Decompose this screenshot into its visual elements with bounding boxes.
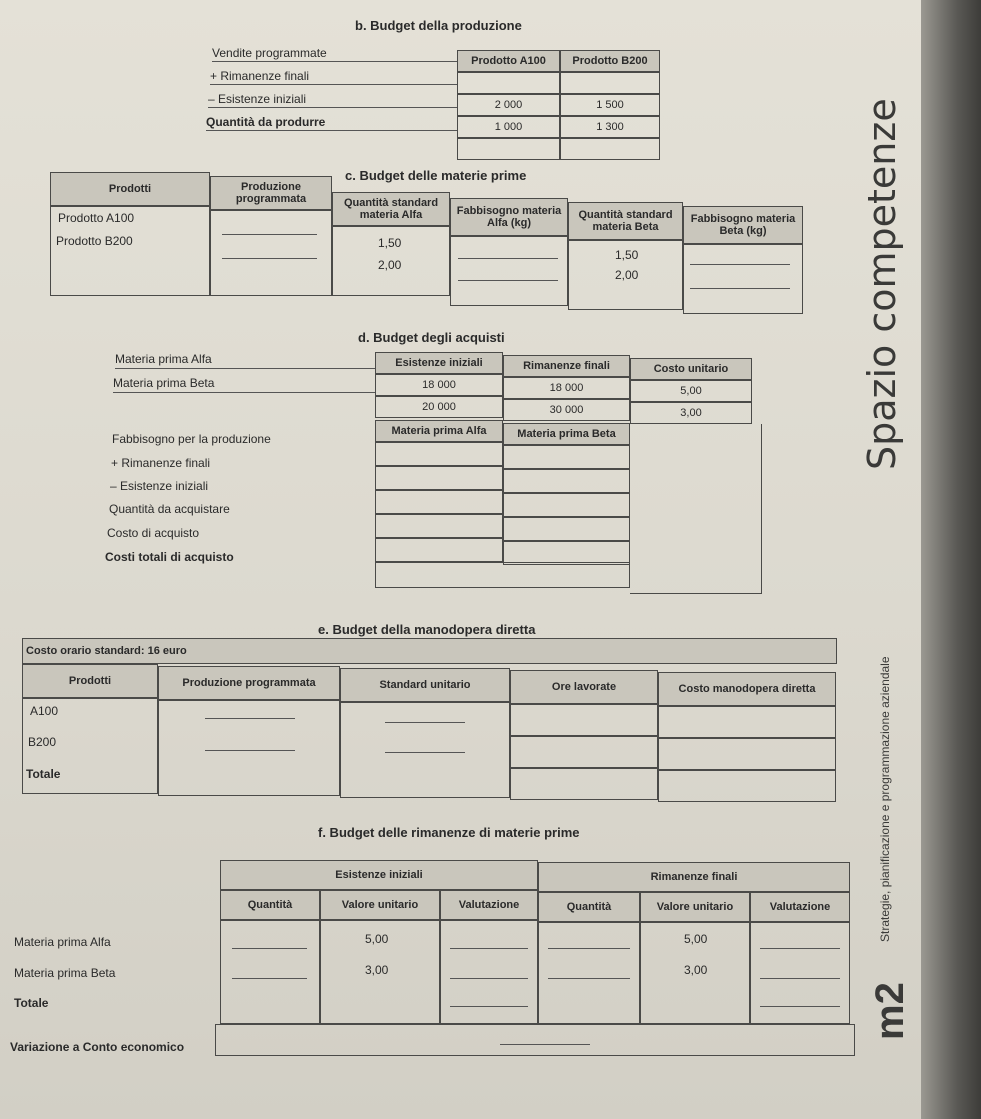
cell-value: 20 000 bbox=[375, 396, 503, 418]
header-fabbisogno-alfa: Fabbisogno materia Alfa (kg) bbox=[450, 198, 568, 236]
header-ore: Ore lavorate bbox=[510, 670, 658, 704]
header-rimanenze-finali: Rimanenze finali bbox=[503, 355, 630, 377]
cell-empty bbox=[750, 922, 850, 1024]
line bbox=[690, 288, 790, 289]
section-e-title: e. Budget della manodopera diretta bbox=[318, 622, 536, 637]
header-produzione-programmata: Produzione programmata bbox=[210, 176, 332, 210]
line bbox=[205, 718, 295, 719]
cell-empty bbox=[210, 210, 332, 296]
page-edge-shadow bbox=[921, 0, 981, 1119]
cell-empty bbox=[375, 490, 503, 514]
line bbox=[760, 1006, 840, 1007]
cell-value: 1 300 bbox=[560, 116, 660, 138]
label-rimanenze-finali: + Rimanenze finali bbox=[210, 69, 310, 83]
label-rimanenze: + Rimanenze finali bbox=[111, 456, 211, 470]
rf-valore-alfa: 5,00 bbox=[684, 932, 708, 946]
header-sub-alfa: Materia prima Alfa bbox=[375, 420, 503, 442]
line bbox=[222, 258, 317, 259]
header-prodotto-a100: Prodotto A100 bbox=[457, 50, 560, 72]
cell-empty bbox=[658, 738, 836, 770]
header-qs-beta: Quantità standard materia Beta bbox=[568, 202, 683, 240]
label-materia-beta: Materia prima Beta bbox=[113, 376, 215, 390]
row-totale: Totale bbox=[26, 767, 61, 781]
header-valutazione: Valutazione bbox=[750, 892, 850, 922]
line bbox=[113, 392, 375, 393]
cell-empty bbox=[658, 706, 836, 738]
module-number: m2 bbox=[868, 982, 912, 1040]
section-c-title: c. Budget delle materie prime bbox=[345, 168, 527, 183]
label-quantita-acquistare: Quantità da acquistare bbox=[109, 502, 230, 516]
cell-value: 18 000 bbox=[503, 377, 630, 399]
cell-empty bbox=[503, 493, 630, 517]
cell-empty bbox=[658, 770, 836, 802]
cell-empty bbox=[503, 469, 630, 493]
cell-value: 30 000 bbox=[503, 399, 630, 421]
ei-valore-alfa: 5,00 bbox=[365, 932, 389, 946]
cell-value: 3,00 bbox=[630, 402, 752, 424]
module-subtitle: Strategie, pianificazione e programmazione aziendale bbox=[878, 656, 892, 942]
cell-empty bbox=[683, 244, 803, 314]
cell-empty bbox=[457, 138, 560, 160]
line bbox=[450, 1006, 528, 1007]
cell-empty bbox=[450, 236, 568, 306]
header-quantita: Quantità bbox=[538, 892, 640, 922]
label-materia-alfa: Materia prima Alfa bbox=[115, 352, 212, 366]
section-d-title: d. Budget degli acquisti bbox=[358, 330, 505, 345]
line bbox=[385, 722, 465, 723]
cell-empty bbox=[375, 442, 503, 466]
header-valutazione: Valutazione bbox=[440, 890, 538, 920]
header-produzione: Produzione programmata bbox=[158, 666, 340, 700]
variation-label: Variazione a Conto economico bbox=[10, 1040, 185, 1054]
line bbox=[548, 978, 630, 979]
cell-value: 1 000 bbox=[457, 116, 560, 138]
line bbox=[206, 130, 457, 131]
product-b200: Prodotto B200 bbox=[56, 234, 133, 248]
cell-empty bbox=[440, 920, 538, 1024]
cost-label: Costo orario standard: 16 euro bbox=[22, 638, 837, 664]
line bbox=[450, 948, 528, 949]
cell-empty bbox=[510, 768, 658, 800]
cell-value: 2 000 bbox=[457, 94, 560, 116]
product-a100: Prodotto A100 bbox=[58, 211, 135, 225]
header-standard: Standard unitario bbox=[340, 668, 510, 702]
label-fabbisogno: Fabbisogno per la produzione bbox=[112, 432, 271, 446]
line bbox=[232, 978, 307, 979]
line bbox=[385, 752, 465, 753]
std-beta-a100: 1,50 bbox=[615, 248, 639, 262]
line bbox=[205, 750, 295, 751]
header-prodotti: Prodotti bbox=[50, 172, 210, 206]
cell-empty bbox=[560, 138, 660, 160]
line bbox=[450, 978, 528, 979]
std-beta-b200: 2,00 bbox=[615, 268, 639, 282]
line bbox=[115, 368, 375, 369]
cell-empty bbox=[560, 72, 660, 94]
line bbox=[222, 234, 317, 235]
header-esistenze-iniziali: Esistenze iniziali bbox=[220, 860, 538, 890]
header-costo-unitario: Costo unitario bbox=[630, 358, 752, 380]
header-costo-manodopera: Costo manodopera diretta bbox=[658, 672, 836, 706]
line bbox=[210, 84, 457, 85]
header-esistenze-iniziali: Esistenze iniziali bbox=[375, 352, 503, 374]
rf-valore-beta: 3,00 bbox=[684, 963, 708, 977]
line bbox=[500, 1044, 590, 1045]
cell-empty bbox=[375, 514, 503, 538]
header-quantita: Quantità bbox=[220, 890, 320, 920]
line bbox=[232, 948, 307, 949]
line bbox=[548, 948, 630, 949]
row-materia-alfa: Materia prima Alfa bbox=[14, 935, 111, 949]
label-esistenze-iniziali: – Esistenze iniziali bbox=[208, 92, 307, 106]
header-rimanenze-finali: Rimanenze finali bbox=[538, 862, 850, 892]
cell-empty bbox=[503, 445, 630, 469]
cell-empty bbox=[158, 700, 340, 796]
label-vendite: Vendite programmate bbox=[212, 46, 327, 60]
cell-empty bbox=[220, 920, 320, 1024]
line bbox=[212, 61, 457, 62]
cell-empty bbox=[510, 704, 658, 736]
cell-empty bbox=[375, 466, 503, 490]
header-valore-unitario: Valore unitario bbox=[640, 892, 750, 922]
row-materia-beta: Materia prima Beta bbox=[14, 966, 116, 980]
row-a100: A100 bbox=[30, 704, 59, 718]
line bbox=[760, 978, 840, 979]
std-alfa-a100: 1,50 bbox=[378, 236, 402, 250]
label-costo-acquisto: Costo di acquisto bbox=[107, 526, 200, 540]
row-b200: B200 bbox=[28, 735, 57, 749]
label-esistenze: – Esistenze iniziali bbox=[110, 479, 209, 493]
cell-value: 18 000 bbox=[375, 374, 503, 396]
cell-empty bbox=[538, 922, 640, 1024]
cell-empty bbox=[457, 72, 560, 94]
std-alfa-b200: 2,00 bbox=[378, 258, 402, 272]
line bbox=[458, 280, 558, 281]
line bbox=[458, 258, 558, 259]
header-fabbisogno-beta: Fabbisogno materia Beta (kg) bbox=[683, 206, 803, 244]
line bbox=[208, 107, 457, 108]
cell-value: 5,00 bbox=[630, 380, 752, 402]
line bbox=[760, 948, 840, 949]
cell-empty bbox=[630, 424, 762, 594]
cell-empty bbox=[375, 538, 503, 562]
cell-value: 1 500 bbox=[560, 94, 660, 116]
header-prodotto-b200: Prodotto B200 bbox=[560, 50, 660, 72]
header-sub-beta: Materia prima Beta bbox=[503, 423, 630, 445]
header-valore-unitario: Valore unitario bbox=[320, 890, 440, 920]
header-prodotti: Prodotti bbox=[22, 664, 158, 698]
cell-empty bbox=[375, 562, 630, 588]
cell-empty bbox=[340, 702, 510, 798]
cell-empty bbox=[510, 736, 658, 768]
header-qs-alfa: Quantità standard materia Alfa bbox=[332, 192, 450, 226]
label-quantita-produrre: Quantità da produrre bbox=[206, 115, 326, 129]
variation-cell bbox=[215, 1024, 855, 1056]
spazio-competenze-label: Spazio competenze bbox=[860, 98, 904, 470]
section-f-title: f. Budget delle rimanenze di materie prime bbox=[318, 825, 580, 840]
line bbox=[690, 264, 790, 265]
ei-valore-beta: 3,00 bbox=[365, 963, 389, 977]
cell-empty bbox=[503, 517, 630, 541]
label-costi-totali: Costi totali di acquisto bbox=[105, 550, 234, 564]
section-b-title: b. Budget della produzione bbox=[355, 18, 522, 33]
row-totale: Totale bbox=[14, 996, 49, 1010]
